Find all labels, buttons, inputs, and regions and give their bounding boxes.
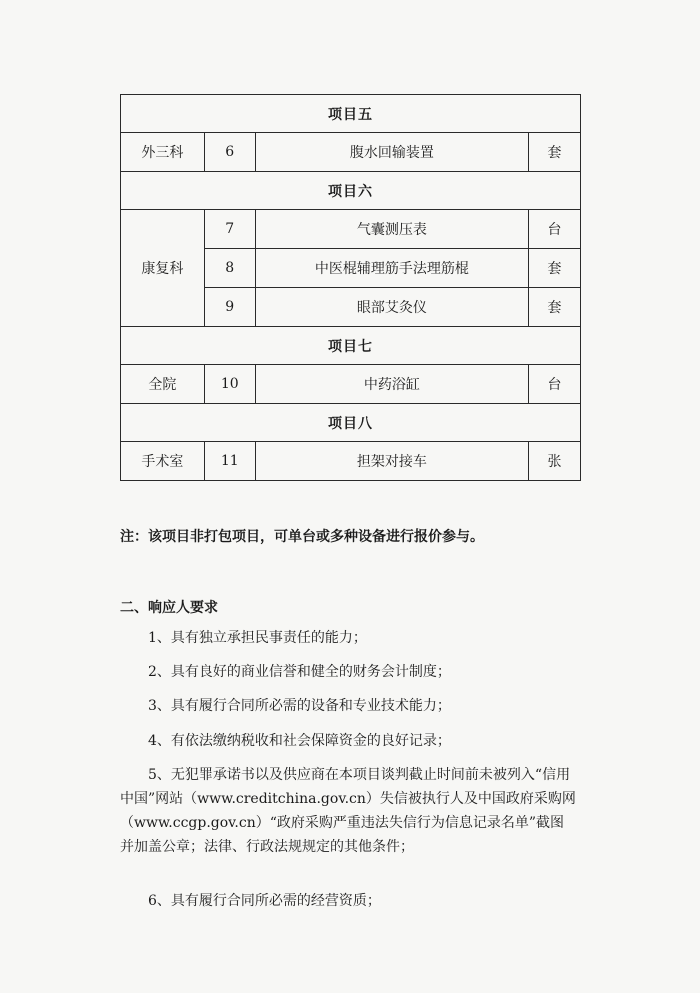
section-title-5: 项目五 — [121, 95, 581, 133]
table-row — [121, 442, 581, 481]
dept-cell: 全院 — [121, 365, 205, 404]
item-name-cell: 中药浴缸 — [255, 365, 528, 404]
section-row — [121, 95, 581, 133]
table-row — [121, 210, 581, 249]
number-cell: 9 — [204, 288, 255, 327]
unit-cell: 台 — [529, 365, 581, 404]
section-title-6: 项目六 — [121, 172, 581, 210]
section-title-7: 项目七 — [121, 327, 581, 365]
unit-cell: 台 — [529, 210, 581, 249]
dept-cell: 外三科 — [121, 133, 205, 172]
requirement-item-5: 5、无犯罪承诺书以及供应商在本项目谈判截止时间前未被列入“信用中国”网站（www.creditchina.gov.cn）失信被执行人及中国政府采购网（www.ccgp.gov.cn）“政府采购严重违法失信行为信息记录名单”截图并加盖公章；法律、行政法规规定的其他条件； — [120, 767, 576, 855]
unit-cell: 套 — [529, 288, 581, 327]
number-cell: 11 — [204, 442, 255, 481]
requirement-item-3: 3、具有履行合同所必需的设备和专业技术能力； — [148, 698, 451, 714]
section-title-8: 项目八 — [121, 404, 581, 442]
section-row — [121, 172, 581, 210]
requirement-item-4: 4、有依法缴纳税收和社会保障资金的良好记录； — [148, 733, 451, 749]
number-cell: 10 — [204, 365, 255, 404]
item-name-cell: 腹水回输装置 — [255, 133, 528, 172]
number-cell: 6 — [204, 133, 255, 172]
requirement-item-6: 6、具有履行合同所必需的经营资质； — [148, 893, 381, 909]
table-row — [121, 365, 581, 404]
item-name-cell: 中医棍辅理筋手法理筋棍 — [255, 249, 528, 288]
equipment-table — [120, 94, 581, 481]
table-note: 注：该项目非打包项目，可单台或多种设备进行报价参与。 — [120, 529, 484, 545]
item-name-cell: 气囊测压表 — [255, 210, 528, 249]
unit-cell: 套 — [529, 133, 581, 172]
unit-cell: 张 — [529, 442, 581, 481]
dept-cell: 手术室 — [121, 442, 205, 481]
section-row — [121, 327, 581, 365]
table-row — [121, 133, 581, 172]
section-row — [121, 404, 581, 442]
number-cell: 8 — [204, 249, 255, 288]
unit-cell: 套 — [529, 249, 581, 288]
number-cell: 7 — [204, 210, 255, 249]
item-name-cell: 眼部艾灸仪 — [255, 288, 528, 327]
requirement-item-2: 2、具有良好的商业信誉和健全的财务会计制度； — [148, 664, 451, 680]
dept-cell: 康复科 — [121, 210, 205, 327]
requirement-item-1: 1、具有独立承担民事责任的能力； — [148, 630, 367, 646]
requirements-heading: 二、响应人要求 — [120, 600, 218, 616]
item-name-cell: 担架对接车 — [255, 442, 528, 481]
